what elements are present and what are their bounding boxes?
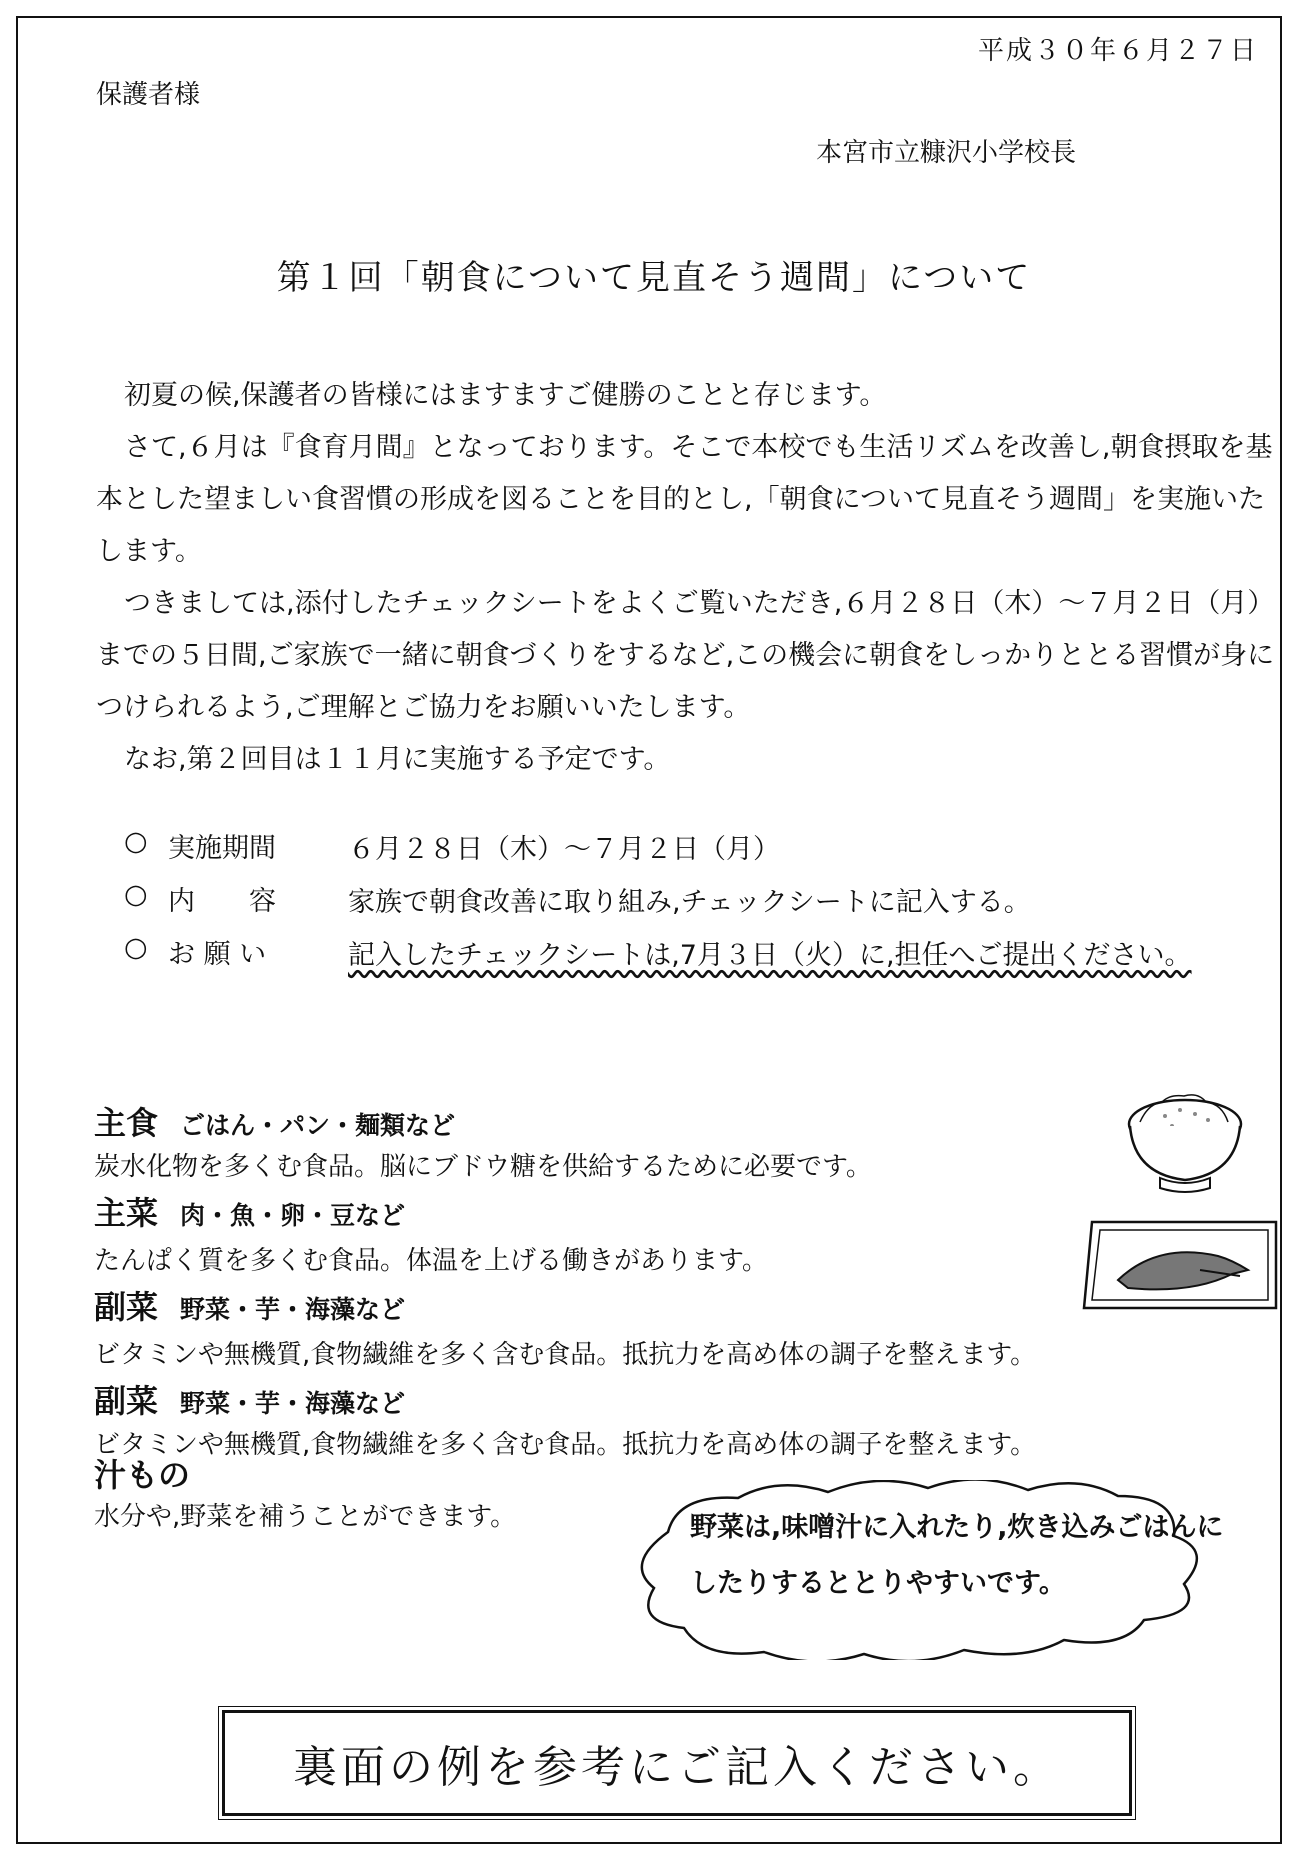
addressee: 保護者様: [96, 80, 201, 110]
footer-text: 裏面の例を参考にご記入ください。: [293, 1742, 1061, 1793]
detail-label: お 願 い: [168, 939, 267, 970]
food-group-soup: [94, 1450, 212, 1496]
details-list: [124, 826, 1244, 985]
food-group-examples: 肉・魚・卵・豆など: [180, 1201, 406, 1230]
food-group-examples: ごはん・パン・麺類など: [180, 1111, 456, 1140]
detail-content: [124, 879, 1244, 932]
food-group-name: 汁もの: [94, 1456, 191, 1494]
detail-label: 実施期間: [168, 833, 276, 864]
food-group-description: ビタミンや無機質,食物繊維を多く含む食品。抵抗力を高め体の調子を整えます。: [94, 1340, 1037, 1370]
body-paragraph: さて,６月は『食育月間』となっております。そこで本校でも生活リズムを改善し,朝食摂取を基本とした望ましい食習慣の形成を図ることを目的とし,「朝食について見直そう週間」を実施いたします。: [96, 432, 1273, 567]
document-date: 平成３０年６月２７日: [977, 36, 1258, 66]
food-group-main: [94, 1188, 405, 1234]
sender: 本宮市立糠沢小学校長: [816, 138, 1077, 168]
food-group-description: ビタミンや無機質,食物繊維を多く含む食品。抵抗力を高め体の調子を整えます。: [94, 1430, 1037, 1460]
circle-bullet: ○: [124, 932, 148, 963]
food-group-side-1: [94, 1282, 405, 1328]
page-title: 第１回「朝食について見直そう週間」について: [276, 258, 1032, 298]
food-group-description: 炭水化物を多くむ食品。脳にブドウ糖を供給するために必要です。: [94, 1152, 872, 1182]
food-group-description: 水分や,野菜を補うことができます。: [94, 1502, 517, 1532]
detail-period: [124, 826, 1244, 879]
body-paragraph: 初夏の候,保護者の皆様にはますますご健勝のことと存じます。: [124, 380, 887, 411]
detail-value: 家族で朝食改善に取り組み,チェックシートに記入する。: [348, 887, 1031, 918]
fish-plate-icon: [1080, 1216, 1280, 1316]
circle-bullet: ○: [124, 826, 148, 857]
food-group-examples: 野菜・芋・海藻など: [180, 1389, 406, 1418]
food-group-description: たんぱく質を多くむ食品。体温を上げる働きがあります。: [94, 1246, 768, 1276]
food-group-name: 主食: [94, 1104, 159, 1142]
footer-box: [222, 1710, 1132, 1816]
detail-value: ６月２８日（木）～７月２日（月）: [348, 834, 780, 865]
detail-value: 記入したチェックシートは,7月３日（火）に,担任へご提出ください。: [348, 940, 1192, 971]
circle-bullet: ○: [124, 879, 148, 910]
letter-body: [96, 370, 1276, 786]
body-paragraph: なお,第２回目は１１月に実施する予定です。: [124, 744, 671, 775]
food-group-name: 副菜: [94, 1382, 159, 1420]
detail-label: 内 容: [168, 886, 276, 917]
food-group-name: 副菜: [94, 1288, 159, 1326]
body-paragraph: つきましては,添付したチェックシートをよくご覧いただき,６月２８日（木）～７月２日（月）までの５日間,ご家族で一緒に朝食づくりをするなど,この機会に朝食をしっかりととる習慣が身につけられるよう,ご理解とご協力をお願いいたします。: [96, 588, 1275, 723]
food-group-name: 主菜: [94, 1194, 159, 1232]
food-group-staple: [94, 1098, 455, 1144]
detail-request: [124, 932, 1244, 985]
rice-bowl-icon: [1120, 1086, 1250, 1198]
cloud-tip-text: 野菜は,味噌汁に入れたり,炊き込みごはんにしたりするととりやすいです。: [690, 1512, 1224, 1599]
food-group-examples: 野菜・芋・海藻など: [180, 1295, 406, 1324]
food-group-side-2: [94, 1376, 405, 1422]
